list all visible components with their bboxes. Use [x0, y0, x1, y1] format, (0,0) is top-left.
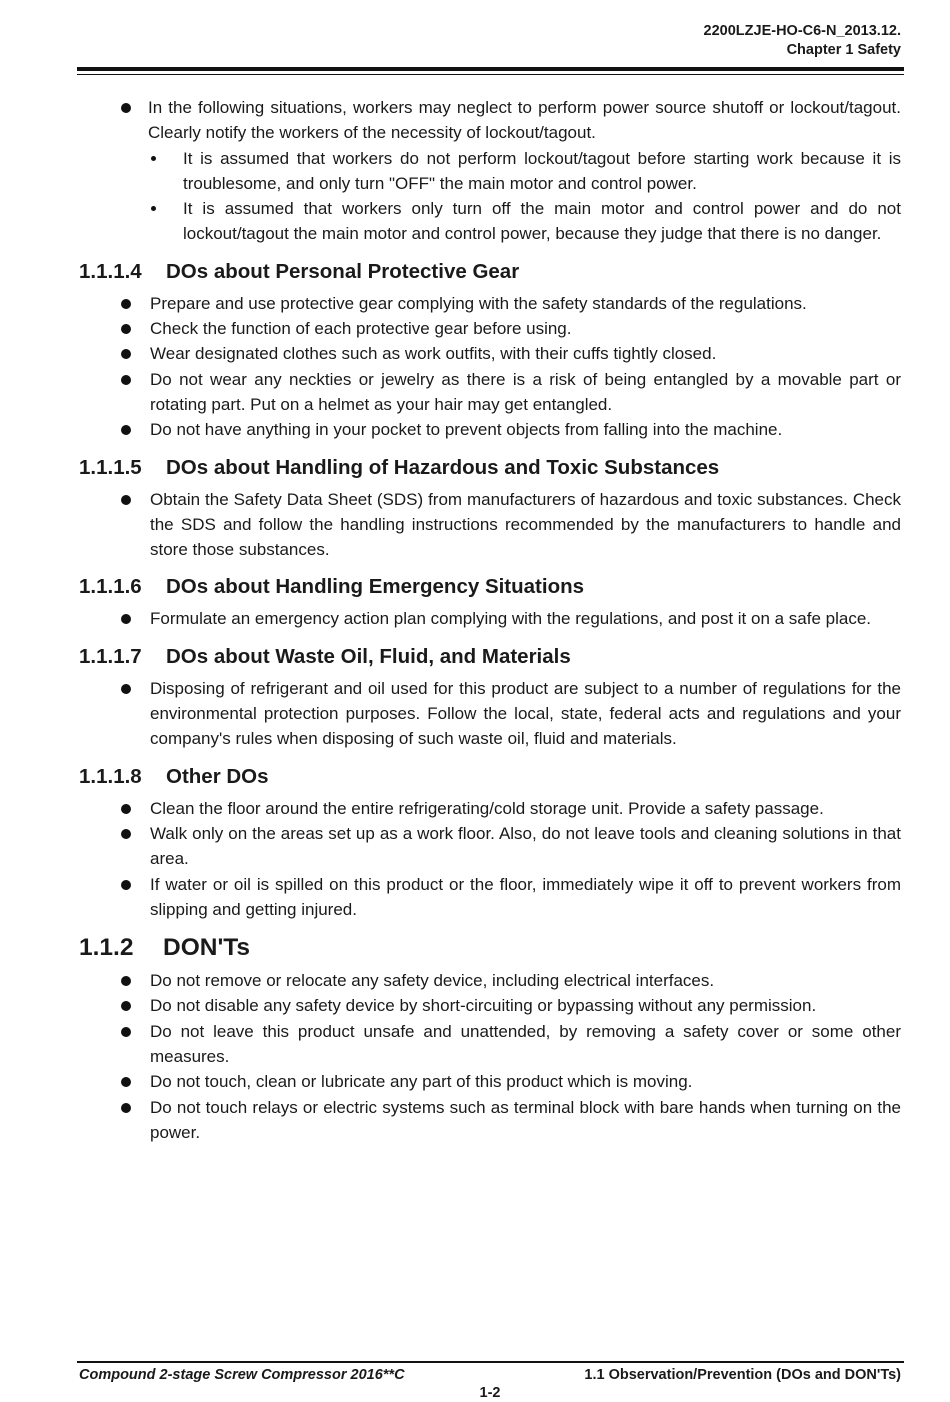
small-bullet-icon: [151, 206, 156, 211]
section-heading: [79, 258, 901, 285]
footer-section-name: 1.1 Observation/Prevention (DOs and DON'Ts): [584, 1367, 901, 1383]
bullet-icon: [121, 324, 131, 334]
list-item: [79, 417, 901, 442]
list-item: [79, 821, 901, 872]
bullet-text: Disposing of refrigerant and oil used for this product are subject to a number of regulations for the environmental protection purposes. Follow the local, state, federal acts and regulations and your company's rules when disposing of such waste oil, fluid and materials.: [150, 678, 901, 749]
page-header: [704, 22, 901, 60]
bullet-icon: [121, 684, 131, 694]
bullet-text: Wear designated clothes such as work outfits, with their cuffs tightly closed.: [150, 344, 717, 364]
section-heading: [79, 643, 901, 670]
section-title: DOs about Personal Protective Gear: [166, 259, 520, 283]
small-bullet-icon: [151, 156, 156, 161]
list-item: [79, 367, 901, 418]
list-item: [79, 291, 901, 316]
bullet-icon: [121, 880, 131, 890]
section-heading: [79, 454, 901, 481]
bullet-icon: [121, 976, 131, 986]
section-number: 1.1.1.5: [79, 455, 142, 479]
sub-bullet-text: It is assumed that workers only turn off the main motor and control power and do not lockout/tagout the main motor and control power, because they judge that there is no danger.: [183, 199, 901, 244]
bullet-icon: [121, 1077, 131, 1087]
list-item: [79, 1095, 901, 1146]
bullet-icon: [121, 375, 131, 385]
footer-rule: [77, 1361, 904, 1363]
list-item: [79, 1019, 901, 1070]
bullet-text: Do not wear any neckties or jewelry as there is a risk of being entangled by a movable part or rotating part. Put on a helmet as your hair may get entangled.: [150, 369, 901, 414]
list-item: [79, 487, 901, 563]
bullet-text: Prepare and use protective gear complying with the safety standards of the regulations.: [150, 293, 807, 313]
bullet-icon: [121, 103, 131, 113]
section-number: 1.1.1.6: [79, 575, 142, 599]
bullet-text: Clean the floor around the entire refrigerating/cold storage unit. Provide a safety passage.: [150, 798, 824, 818]
bullet-icon: [121, 614, 131, 624]
chapter-title: Chapter 1 Safety: [786, 42, 901, 58]
footer-product-name: Compound 2-stage Screw Compressor 2016**C: [79, 1367, 405, 1383]
bullet-text: Walk only on the areas set up as a work floor. Also, do not leave tools and cleaning solutions in that area.: [150, 823, 901, 869]
section-title: Other DOs: [166, 764, 269, 788]
section-title: DOs about Handling Emergency Situations: [166, 575, 585, 599]
list-item: [79, 796, 901, 821]
header-rule-thin: [77, 74, 904, 75]
section-number: 1.1.1.7: [79, 644, 142, 668]
sub-list-item: [79, 146, 901, 197]
bullet-text: Do not disable any safety device by short-circuiting or bypassing without any permission.: [150, 996, 817, 1016]
bullet-text: If water or oil is spilled on this product or the floor, immediately wipe it off to prevent workers from slipping and getting injured.: [150, 874, 901, 919]
bullet-icon: [121, 804, 131, 814]
list-item: [79, 1069, 901, 1094]
bullet-icon: [121, 1001, 131, 1011]
sub-list-item: [79, 196, 901, 247]
section-number: 1.1.2: [79, 934, 134, 962]
bullet-text: Do not have anything in your pocket to prevent objects from falling into the machine.: [150, 420, 783, 440]
section-heading: [79, 573, 901, 600]
bullet-icon: [121, 425, 131, 435]
section-title: DOs about Waste Oil, Fluid, and Materials: [166, 644, 571, 668]
page-content: [79, 95, 901, 1145]
bullet-text: Do not touch relays or electric systems such as terminal block with bare hands when turning on the power.: [150, 1097, 901, 1142]
section-title: DON'Ts: [163, 934, 251, 962]
bullet-text: Do not leave this product unsafe and unattended, by removing a safety cover or some other measures.: [150, 1021, 901, 1067]
list-item: [79, 993, 901, 1018]
bullet-text: Obtain the Safety Data Sheet (SDS) from manufacturers of hazardous and toxic substances. Check the SDS and follow the handling instructions recommended by the manufacturers to handle and store those substances.: [150, 489, 901, 560]
bullet-icon: [121, 495, 131, 505]
section-number: 1.1.1.8: [79, 764, 142, 788]
section-heading: [79, 763, 901, 790]
header-rule-thick: [77, 67, 904, 71]
page-number: 1-2: [479, 1385, 501, 1401]
list-item: [79, 316, 901, 341]
list-item: [79, 341, 901, 366]
list-item: [79, 968, 901, 993]
list-item: [79, 606, 901, 631]
bullet-icon: [121, 1103, 131, 1113]
bullet-text: Do not touch, clean or lubricate any part of this product which is moving.: [150, 1072, 693, 1092]
list-item: [79, 872, 901, 923]
list-item: [79, 95, 901, 146]
bullet-text: Check the function of each protective gear before using.: [150, 319, 572, 339]
section-number: 1.1.1.4: [79, 259, 142, 283]
bullet-icon: [121, 829, 131, 839]
list-item: [79, 676, 901, 752]
bullet-icon: [121, 1027, 131, 1037]
document-id: 2200LZJE-HO-C6-N_2013.12.: [703, 23, 901, 39]
chapter-section-heading: [79, 932, 901, 963]
bullet-icon: [121, 299, 131, 309]
bullet-icon: [121, 349, 131, 359]
bullet-text: Formulate an emergency action plan complying with the regulations, and post it on a safe place.: [150, 609, 872, 629]
bullet-text: In the following situations, workers may neglect to perform power source shutoff or lockout/tagout. Clearly notify the workers of the necessity of lockout/tagout.: [148, 98, 901, 143]
section-title: DOs about Handling of Hazardous and Toxic Substances: [166, 455, 720, 479]
sub-bullet-text: It is assumed that workers do not perform lockout/tagout before starting work because it is troublesome, and only turn "OFF" the main motor and control power.: [183, 148, 901, 193]
bullet-text: Do not remove or relocate any safety device, including electrical interfaces.: [150, 971, 715, 991]
